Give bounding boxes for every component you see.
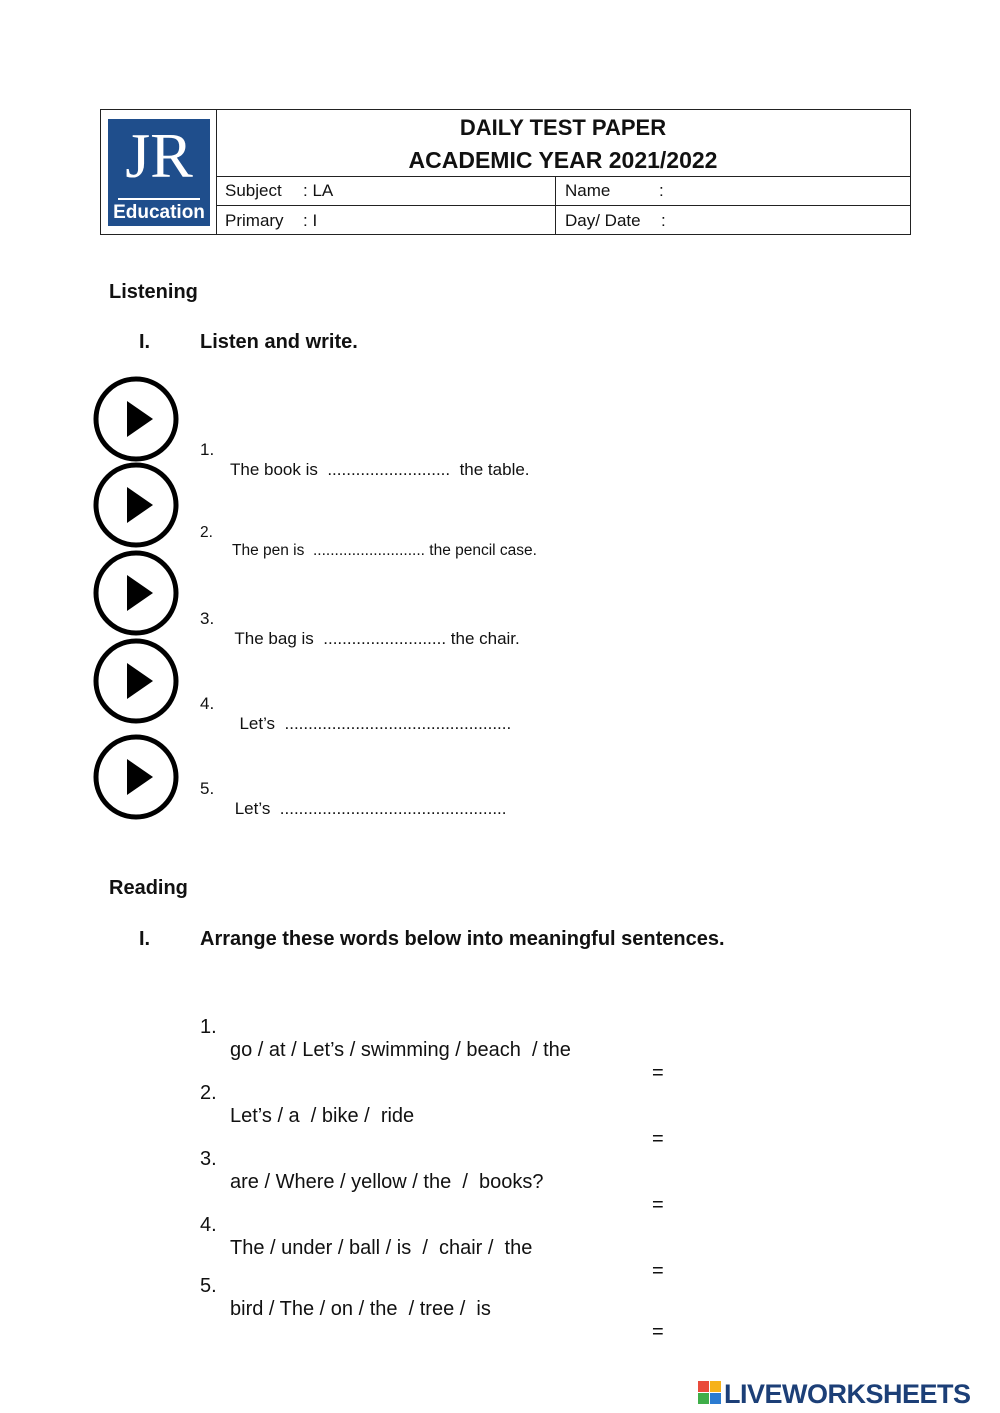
- subject-value: : LA: [303, 181, 334, 200]
- listening-numeral: I.: [139, 331, 151, 353]
- logo-sub-text: Education: [113, 202, 205, 223]
- paper-title: DAILY TEST PAPER: [459, 115, 667, 140]
- item-text: go / at / Let’s / swimming / beach / the: [230, 1039, 571, 1061]
- equals-sign: =: [652, 1321, 664, 1343]
- listening-item-4[interactable]: [200, 674, 512, 734]
- name-cell[interactable]: [557, 176, 910, 205]
- play-audio-button-5[interactable]: [93, 734, 179, 820]
- item-number: 1.: [200, 1016, 217, 1038]
- item-number: 3.: [200, 1148, 217, 1170]
- jr-education-logo: [108, 119, 210, 226]
- logo-cell: [101, 110, 217, 234]
- listening-item-1[interactable]: [200, 420, 530, 480]
- primary-cell: [216, 206, 556, 235]
- date-cell[interactable]: [557, 206, 910, 235]
- item-number: 2.: [200, 1082, 217, 1104]
- subject-cell: [216, 176, 556, 205]
- info-row-2: [216, 206, 910, 235]
- academic-year: ACADEMIC YEAR 2021/2022: [408, 147, 718, 173]
- item-text: The pen is .......................... the pencil case.: [232, 542, 537, 559]
- play-icon: [93, 638, 179, 724]
- date-label: Day/ Date: [565, 211, 641, 230]
- liveworksheets-icon: [698, 1381, 722, 1405]
- listening-item-2[interactable]: [200, 506, 537, 560]
- reading-item-5[interactable]: [200, 1252, 664, 1344]
- listening-heading: Listening: [109, 281, 198, 303]
- item-text: Let’s ................................................: [230, 799, 507, 818]
- name-value: :: [659, 181, 664, 200]
- logo-main-text: JR: [125, 120, 193, 191]
- listening-instruction: Listen and write.: [200, 331, 358, 353]
- play-audio-button-3[interactable]: [93, 550, 179, 636]
- play-icon: [93, 550, 179, 636]
- logo-underline: [118, 198, 200, 200]
- item-text: The / under / ball / is / chair / the: [230, 1237, 533, 1259]
- item-number: 2.: [200, 524, 213, 541]
- play-audio-button-2[interactable]: [93, 462, 179, 548]
- equals-sign: =: [652, 1194, 664, 1216]
- subject-label: Subject: [225, 181, 282, 200]
- primary-label: Primary: [225, 211, 284, 230]
- equals-sign: =: [652, 1260, 664, 1282]
- item-text: The book is .......................... the table.: [230, 460, 530, 479]
- item-text: The bag is .......................... the chair.: [230, 629, 520, 648]
- test-header: [100, 109, 911, 235]
- item-number: 5.: [200, 1275, 217, 1297]
- item-number: 4.: [200, 694, 215, 713]
- item-number: 5.: [200, 779, 215, 798]
- item-text: are / Where / yellow / the / books?: [230, 1171, 544, 1193]
- name-label: Name: [565, 181, 611, 200]
- item-number: 1.: [200, 440, 215, 459]
- play-audio-button-4[interactable]: [93, 638, 179, 724]
- primary-value: : I: [303, 211, 318, 230]
- reading-numeral: I.: [139, 928, 151, 950]
- equals-sign: =: [652, 1062, 664, 1084]
- listening-item-5[interactable]: [200, 759, 507, 819]
- item-text: bird / The / on / the / tree / is: [230, 1298, 491, 1320]
- item-number: 4.: [200, 1214, 217, 1236]
- play-audio-button-1[interactable]: [93, 376, 179, 462]
- item-text: Let’s / a / bike / ride: [230, 1105, 415, 1127]
- play-icon: [93, 734, 179, 820]
- play-icon: [93, 376, 179, 462]
- play-icon: [93, 462, 179, 548]
- item-text: Let’s ................................................: [230, 714, 512, 733]
- reading-instruction: Arrange these words below into meaningful sentences.: [200, 928, 725, 950]
- liveworksheets-brand: LIVEWORKSHEETS: [724, 1379, 971, 1409]
- info-row-1: [216, 176, 910, 206]
- equals-sign: =: [652, 1128, 664, 1150]
- date-value: :: [661, 211, 666, 230]
- reading-heading: Reading: [109, 877, 188, 899]
- item-number: 3.: [200, 609, 215, 628]
- listening-item-3[interactable]: [200, 589, 520, 649]
- title-area: [216, 110, 910, 177]
